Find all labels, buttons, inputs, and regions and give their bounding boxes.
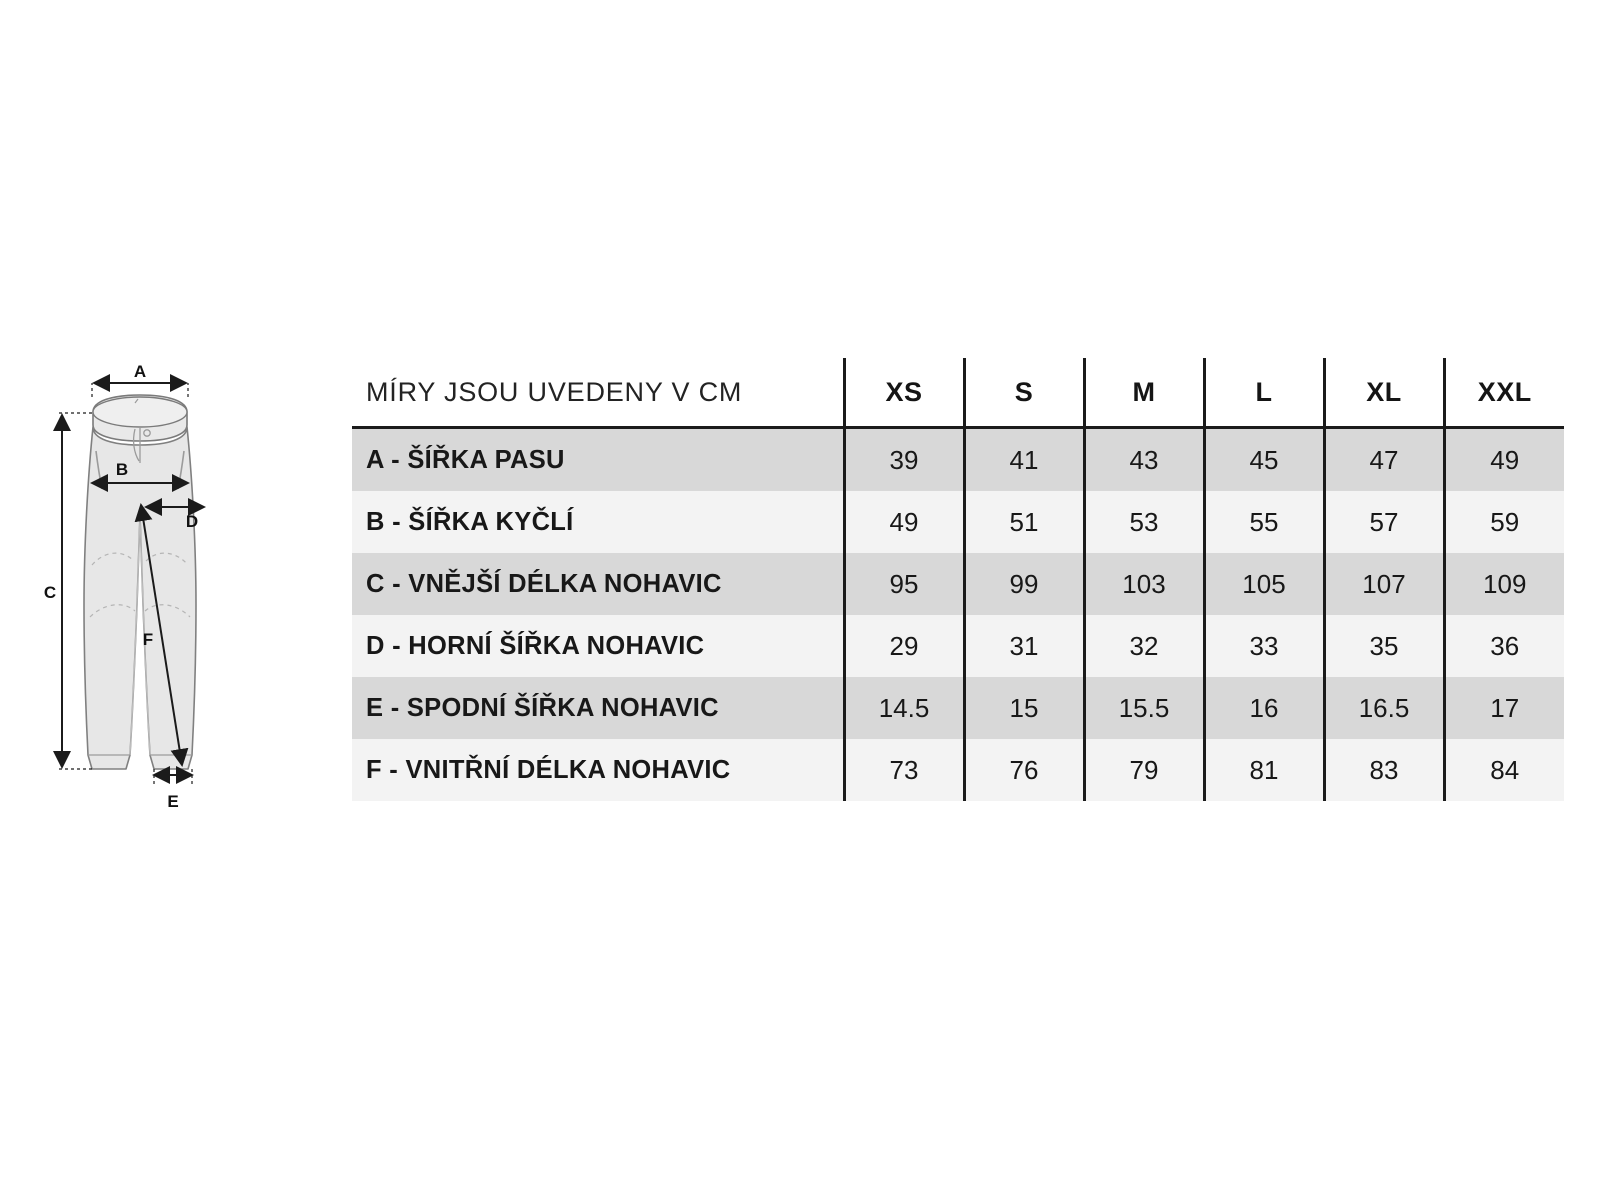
column-header-s: S (964, 358, 1084, 428)
cell-f-m: 79 (1084, 739, 1204, 801)
cell-d-xxl: 36 (1444, 615, 1564, 677)
cell-e-xxl: 17 (1444, 677, 1564, 739)
row-label-f: F - VNITŘNÍ DÉLKA NOHAVIC (352, 739, 844, 801)
cell-c-xl: 107 (1324, 553, 1444, 615)
cell-f-xxl: 84 (1444, 739, 1564, 801)
cell-b-l: 55 (1204, 491, 1324, 553)
cell-e-m: 15.5 (1084, 677, 1204, 739)
label-d: D (185, 512, 199, 531)
table-header-row (352, 358, 1564, 428)
cell-a-l: 45 (1204, 428, 1324, 492)
cell-e-xl: 16.5 (1324, 677, 1444, 739)
column-header-l: L (1204, 358, 1324, 428)
table-row (352, 615, 1564, 677)
label-f: F (142, 630, 154, 649)
cell-b-xl: 57 (1324, 491, 1444, 553)
row-label-e: E - SPODNÍ ŠÍŘKA NOHAVIC (352, 677, 844, 739)
table-title: MÍRY JSOU UVEDENY V CM (352, 358, 844, 428)
cell-d-s: 31 (964, 615, 1084, 677)
cell-c-l: 105 (1204, 553, 1324, 615)
table-row (352, 491, 1564, 553)
cell-f-xs: 73 (844, 739, 964, 801)
trousers-measurement-diagram (40, 355, 330, 835)
column-header-m: M (1084, 358, 1204, 428)
table-row (352, 677, 1564, 739)
label-c: C (43, 583, 57, 602)
column-header-xl: XL (1324, 358, 1444, 428)
cell-b-m: 53 (1084, 491, 1204, 553)
table-row (352, 428, 1564, 492)
column-header-xxl: XXL (1444, 358, 1564, 428)
row-label-d: D - HORNÍ ŠÍŘKA NOHAVIC (352, 615, 844, 677)
trousers-shape (84, 395, 199, 769)
cell-d-xs: 29 (844, 615, 964, 677)
size-chart-table (352, 358, 1564, 801)
cell-e-l: 16 (1204, 677, 1324, 739)
table-row (352, 739, 1564, 801)
row-label-a: A - ŠÍŘKA PASU (352, 428, 844, 492)
cell-d-l: 33 (1204, 615, 1324, 677)
table-row (352, 553, 1564, 615)
column-header-xs: XS (844, 358, 964, 428)
cell-f-l: 81 (1204, 739, 1324, 801)
measure-a (92, 362, 188, 397)
label-a: A (133, 362, 147, 381)
cell-f-s: 76 (964, 739, 1084, 801)
cell-b-s: 51 (964, 491, 1084, 553)
cell-a-xs: 39 (844, 428, 964, 492)
cell-c-xs: 95 (844, 553, 964, 615)
row-label-b: B - ŠÍŘKA KYČLÍ (352, 491, 844, 553)
cell-c-s: 99 (964, 553, 1084, 615)
cell-d-xl: 35 (1324, 615, 1444, 677)
label-b: B (115, 460, 129, 479)
cell-b-xs: 49 (844, 491, 964, 553)
cell-a-s: 41 (964, 428, 1084, 492)
cell-a-xl: 47 (1324, 428, 1444, 492)
cell-c-xxl: 109 (1444, 553, 1564, 615)
measure-e (154, 769, 192, 811)
cell-b-xxl: 59 (1444, 491, 1564, 553)
row-label-c: C - VNĚJŠÍ DÉLKA NOHAVIC (352, 553, 844, 615)
cell-d-m: 32 (1084, 615, 1204, 677)
cell-a-m: 43 (1084, 428, 1204, 492)
cell-f-xl: 83 (1324, 739, 1444, 801)
label-e: E (167, 792, 179, 811)
cell-a-xxl: 49 (1444, 428, 1564, 492)
cell-e-xs: 14.5 (844, 677, 964, 739)
cell-e-s: 15 (964, 677, 1084, 739)
cell-c-m: 103 (1084, 553, 1204, 615)
